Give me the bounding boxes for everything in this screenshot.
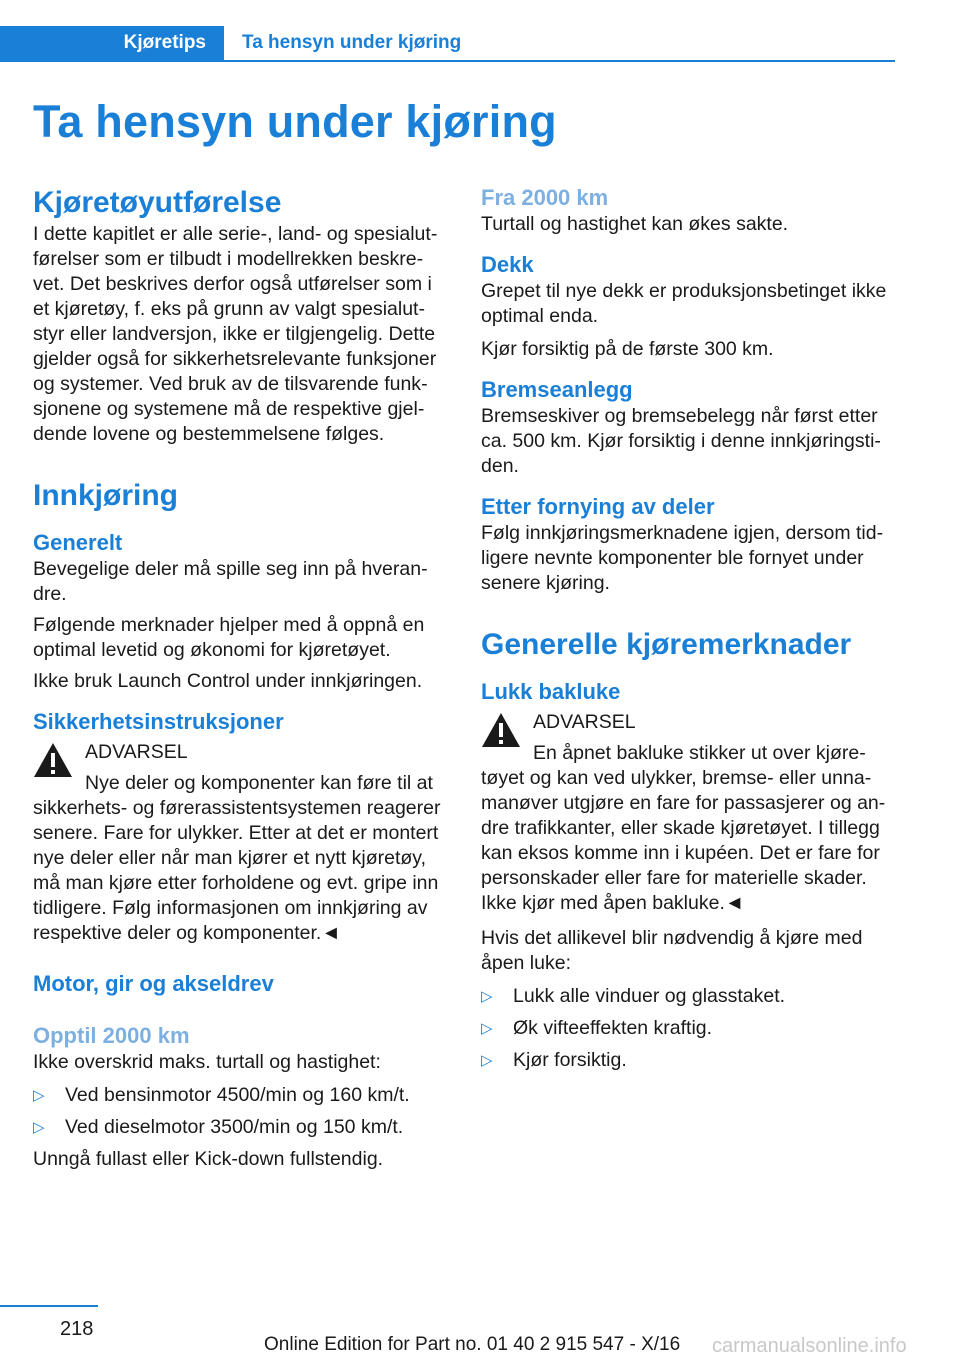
list-item-text: Øk vifteeffekten kraftig. [513, 1017, 713, 1039]
paragraph-lukk-bakluke: Hvis det allikevel blir nødvendig å kjøre med åpen luke: [481, 927, 863, 974]
section-tab: Ta hensyn under kjøring [242, 32, 462, 53]
subheading-bremseanlegg: Bremseanlegg [481, 377, 633, 402]
warning-box-bakluke [481, 710, 896, 916]
triangle-right-outline-icon: ▷ [481, 1020, 493, 1037]
paragraph-kjoretoyutforelse: I dette kapitlet er alle serie-, land- og spesialutførelser som er tilbudt i modellrekken beskrevet. Det beskrives derfor også utførelser som i et kjøretøy, f. eks på grunn av valgt spesialutstyr eller landversjon, ikke er tilgjengelig. Dette gjelder også for sikkerhetsrelevante funksjoner og systemer. Ved bruk av de tilsvarende funksjonene og systemene må de respektive gjeldende lovene og bestemmelsene følges. [33, 223, 438, 445]
edition-note: Online Edition for Part no. 01 40 2 915 547 - X/16 [264, 1334, 681, 1355]
triangle-right-outline-icon: ▷ [33, 1087, 45, 1104]
warning-triangle-icon [33, 742, 73, 778]
subheading-lukk-bakluke: Lukk bakluke [481, 679, 621, 704]
subheading-sikkerhetsinstruksjoner: Sikkerhetsinstruksjoner [33, 709, 284, 734]
list-item-text: Ved dieselmotor 3500/min og 150 km/t. [65, 1116, 404, 1138]
paragraph-generelt-1: Bevegelige deler må spille seg inn på hverandre. [33, 558, 428, 605]
left-column [33, 184, 448, 1172]
list-item [481, 1016, 896, 1041]
watermark: carmanualsonline.info [712, 1335, 907, 1357]
right-column [481, 184, 896, 1080]
page-header [0, 26, 895, 62]
subheading-dekk: Dekk [481, 252, 534, 277]
page-title: Ta hensyn under kjøring [33, 96, 557, 147]
paragraph-dekk-2: Kjør forsiktig på de første 300 km. [481, 338, 774, 360]
triangle-right-outline-icon: ▷ [33, 1119, 45, 1136]
subheading-fra-2000-km: Fra 2000 km [481, 185, 609, 210]
subheading-etter-fornying: Etter fornying av deler [481, 494, 715, 519]
paragraph-dekk-1: Grepet til nye dekk er produksjonsbetinget ikke optimal enda. [481, 280, 887, 327]
list-item-text: Ved bensinmotor 4500/min og 160 km/t. [65, 1084, 410, 1106]
page-number: 218 [60, 1318, 94, 1340]
list-item-text: Kjør forsiktig. [513, 1049, 627, 1071]
paragraph-etter-fornying: Følg innkjøringsmerknadene igjen, dersom tidligere nevnte komponenter ble fornyet under senere kjøring. [481, 522, 884, 594]
paragraph-bremseanlegg: Bremseskiver og bremsebelegg når først etter ca. 500 km. Kjør forsiktig i denne innkjøringstiden. [481, 405, 881, 477]
subheading-opptil-2000-km: Opptil 2000 km [33, 1023, 190, 1048]
triangle-right-outline-icon: ▷ [481, 988, 493, 1005]
section-title-innkjoring: Innkjøring [33, 479, 178, 512]
header-divider [0, 60, 895, 62]
warning-text: En åpnet bakluke stikker ut over kjøretøyet og kan ved ulykker, bremse- eller unnamanøver utgjøre en fare for passasjerer og andre trafikkanter, eller skade kjøretøyet. I tillegg kan eksos komme inn i kupéen. Det er fare for personskader eller fare for materielle skader. Ikke kjør med åpen bakluke.◄ [481, 742, 886, 914]
warning-text: Nye deler og komponenter kan føre til at sikkerhets- og førerassistentsystemen reagerer senere. Fare for ulykker. Etter at det er montert nye deler eller når man kjører et nytt kjøretøy, må man kjøre etter forholdene og evt. gripe inn tidligere. Følg informasjonen om innkjøring av respektive deler og komponenter.◄ [33, 772, 441, 944]
warning-label: ADVARSEL [85, 741, 188, 763]
list-item [33, 1083, 448, 1108]
section-title-generelle-kjoremerknader: Generelle kjøremerknader [481, 628, 852, 661]
paragraph-fra-2000: Turtall og hastighet kan økes sakte. [481, 213, 789, 235]
list-item [481, 1048, 896, 1073]
warning-triangle-icon [481, 712, 521, 748]
list-item-text: Lukk alle vinduer og glasstaket. [513, 985, 786, 1007]
list-item [33, 1115, 448, 1140]
triangle-right-outline-icon: ▷ [481, 1052, 493, 1069]
list-item [481, 984, 896, 1009]
warning-label: ADVARSEL [533, 711, 636, 733]
paragraph-generelt-2: Følgende merknader hjelper med å oppnå en optimal levetid og økonomi for kjøretøyet. [33, 614, 425, 661]
footer-divider [0, 1305, 98, 1307]
chapter-tab: Kjøretips [0, 26, 224, 60]
subheading-generelt: Generelt [33, 530, 123, 555]
section-title-kjoretoyutforelse: Kjøretøyutførelse [33, 186, 282, 219]
paragraph-opptil-after: Unngå fullast eller Kick-down fullstendig. [33, 1148, 384, 1170]
paragraph-opptil: Ikke overskrid maks. turtall og hastighet: [33, 1051, 381, 1073]
warning-box-innkjoring [33, 740, 448, 946]
paragraph-generelt-3: Ikke bruk Launch Control under innkjøringen. [33, 670, 423, 692]
subheading-motor-gir-akseldrev: Motor, gir og akseldrev [33, 971, 274, 996]
